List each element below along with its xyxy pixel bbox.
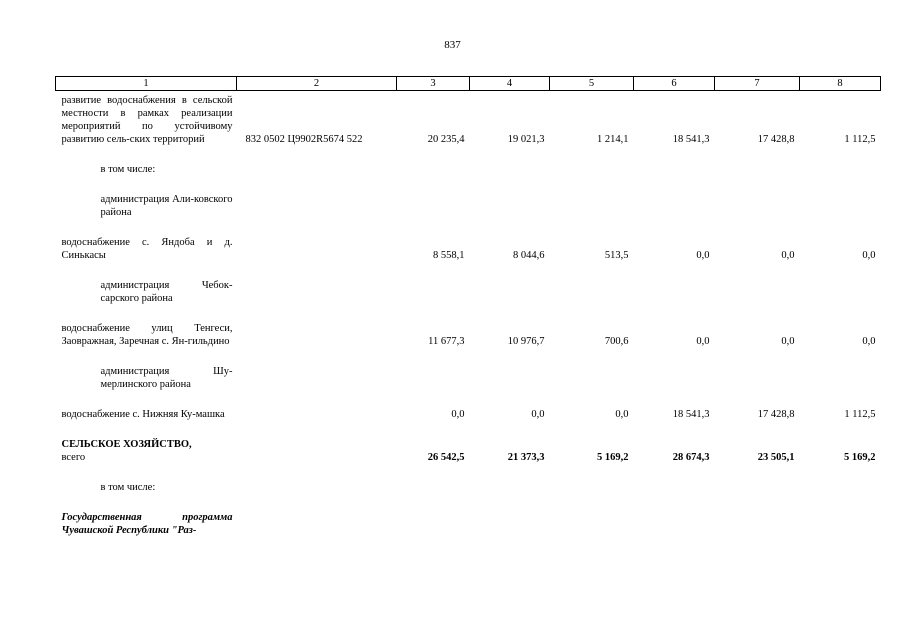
cell-value: 5 169,2 [597, 452, 629, 463]
row-name-sub: всего [61, 452, 86, 463]
cell-value: 19 021,3 [507, 134, 545, 145]
cell-value: 26 542,5 [427, 452, 465, 463]
cell-value: 11 677,3 [428, 336, 465, 347]
cell-value: 8 044,6 [513, 250, 545, 261]
row-name: в том числе: [100, 482, 156, 493]
cell-value: 8 558,1 [433, 250, 465, 261]
table-row-total [56, 421, 881, 464]
row-name: администрация Али-ковского района [100, 194, 233, 218]
cell-value: 0,0 [451, 409, 465, 420]
table-row [56, 146, 881, 176]
column-header: 8 [800, 77, 881, 91]
cell-value: 17 428,8 [757, 409, 795, 420]
cell-value: 28 674,3 [672, 452, 710, 463]
cell-value: 10 976,7 [507, 336, 545, 347]
column-header: 2 [237, 77, 397, 91]
table-row [56, 91, 881, 147]
cell-value: 17 428,8 [757, 134, 795, 145]
row-name: Государственная программа Чувашской Республики "Раз- [61, 512, 233, 536]
table-header-row [56, 77, 881, 91]
cell-value: 18 541,3 [672, 134, 710, 145]
row-name: водоснабжение улиц Тенгеси, Заовражная, Заречная с. Ян-гильдино [61, 323, 233, 347]
column-header: 5 [550, 77, 634, 91]
cell-value: 0,0 [696, 336, 710, 347]
cell-value: 0,0 [615, 409, 629, 420]
column-header: 3 [397, 77, 470, 91]
cell-value: 1 214,1 [597, 134, 629, 145]
table-row [56, 391, 881, 421]
row-name [56, 421, 237, 464]
cell-value: 513,5 [604, 250, 629, 261]
page-number: 837 [444, 39, 461, 51]
cell-value: 1 112,5 [844, 409, 876, 420]
table-row [56, 262, 881, 305]
row-name: администрация Шу-мерлинского района [100, 366, 233, 390]
column-header: 4 [470, 77, 550, 91]
cell-value: 18 541,3 [672, 409, 710, 420]
row-name: в том числе: [100, 164, 156, 175]
column-header: 6 [634, 77, 715, 91]
cell-value: 700,6 [604, 336, 629, 347]
budget-table [55, 76, 881, 537]
cell-value: 21 373,3 [507, 452, 545, 463]
table-row [56, 219, 881, 262]
row-name: водоснабжение с. Яндоба и д. Синькасы [61, 237, 233, 261]
cell-value: 5 169,2 [844, 452, 876, 463]
cell-value: 0,0 [531, 409, 545, 420]
cell-value: 0,0 [862, 336, 876, 347]
cell-value: 0,0 [862, 250, 876, 261]
column-header: 7 [715, 77, 800, 91]
cell-value: 0,0 [781, 250, 795, 261]
table-row [56, 176, 881, 219]
row-name: развитие водоснабжения в сельской местности в рамках реализации мероприятий по устойчивому развитию сель-ских территорий [61, 95, 233, 145]
table-row [56, 464, 881, 494]
row-code: 832 0502 Ц9902R5674 522 [245, 134, 363, 145]
row-name-bold: СЕЛЬСКОЕ ХОЗЯЙСТВО, [61, 439, 192, 450]
table-row [56, 494, 881, 537]
row-name: водоснабжение с. Нижняя Ку-машка [61, 409, 225, 420]
table-row [56, 348, 881, 391]
cell-value: 20 235,4 [427, 134, 465, 145]
cell-value: 0,0 [781, 336, 795, 347]
cell-value: 0,0 [696, 250, 710, 261]
row-name: администрация Чебок-сарского района [100, 280, 233, 304]
column-header: 1 [56, 77, 237, 91]
cell-value: 1 112,5 [844, 134, 876, 145]
cell-value: 23 505,1 [757, 452, 795, 463]
table-row [56, 305, 881, 348]
